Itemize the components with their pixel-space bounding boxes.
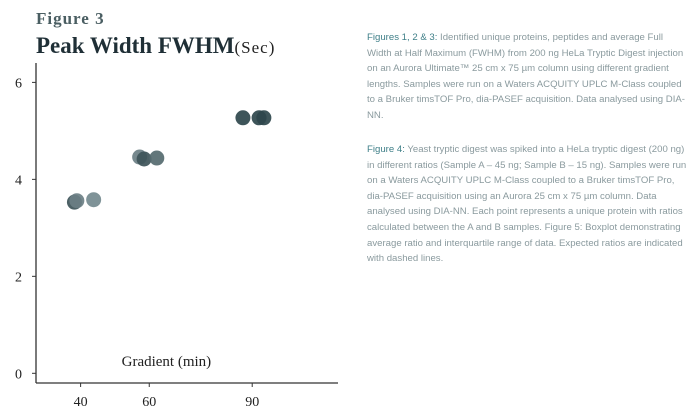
chart-title-text: Peak Width FWHM [36,33,235,58]
figure-label: Figure 3 [36,9,105,28]
caption-text: Yeast tryptic digest was spiked into a HeLa tryptic digest (200 ng) in different ratios (Sample A – 45 ng; Sample B – 15 ng). Samples were run on a Waters ACQUITY UPLC M-Class coupled to a Bruker timsTOF Pro, dia-PASEF acquisition using an Aurora 25 cm x 75 µm column. Data analysed using DIA-NN. Each point represents a unique protein with ratios calculated between the A and B samples. Figure 5: Boxplot demonstrating average ratio and interquartile range of data. Expected ratios are indicated with dashed lines. [367,144,687,265]
y-tick-label: 6 [15,76,22,92]
data-point [69,193,84,208]
x-axis-label: Gradient (min) [121,353,212,370]
data-point [86,192,101,207]
x-tick-label: 60 [142,395,157,410]
chart-title-unit: (Sec) [234,38,276,57]
y-tick-label: 0 [15,367,22,383]
caption-text: Identified unique proteins, peptides and average Full Width at Half Maximum (FWHM) from 200 ng HeLa Tryptic Digest injection on an Aurora Ultimate™ 25 cm x 75 µm column using different gradient lengths. Samples were run on a Waters ACQUITY UPLC M-Class coupled to a Bruker timsTOF Pro, dia-PASEF acquisition. Data analysed using DIA-NN. [367,32,685,121]
x-tick-label: 90 [245,395,260,410]
caption-lead: Figures 1, 2 & 3: [367,32,438,43]
y-tick-label: 2 [15,270,22,286]
data-point [235,110,250,125]
data-point [137,152,152,167]
data-point [256,110,271,125]
data-point [149,151,164,166]
x-tick-label: 40 [73,395,88,410]
caption-figures-1-3 [367,30,687,124]
caption-figure-4 [367,142,687,267]
y-tick-label: 4 [15,173,22,189]
caption-lead: Figure 4: [367,144,405,155]
